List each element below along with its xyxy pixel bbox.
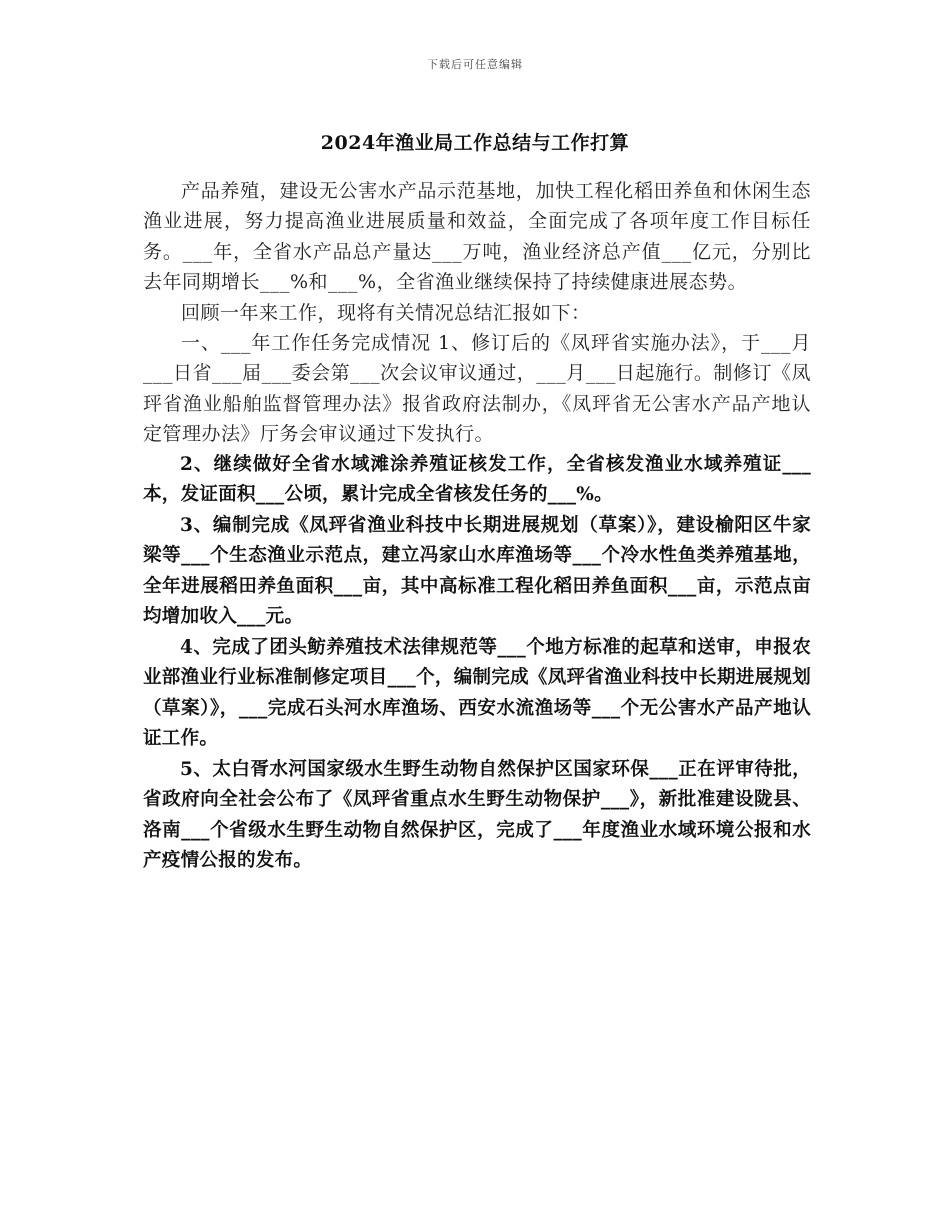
paragraph-section-1: 一、___年工作任务完成情况 1、修订后的《凤玶省实施办法》，于___月___日省___届___委会第___次会议审议通过，___月___日起施行。制修订《凤玶省渔业船舶监督管理办法》报省政府法制办，《凤玶省无公害水产品产地认定管理办法》厅务会审议通过下发执行。 [143, 332, 811, 446]
paragraph-item-4: 4、完成了团头鲂养殖技术法律规范等___个地方标准的起草和送审，申报农业部渔业行业标准制修定项目___个，编制完成《凤玶省渔业科技中长期进展规划（草案）》，___完成石头河水库渔场、西安水流渔场等___个无公害水产品产地认证工作。 [143, 636, 811, 750]
paragraph-item-2: 2、继续做好全省水域滩涂养殖证核发工作，全省核发渔业水域养殖证___本，发证面积___公顷，累计完成全省核发任务的___%。 [143, 453, 811, 506]
paragraph-review: 回顾一年来工作，现将有关情况总结汇报如下： [181, 301, 591, 324]
document-title: 2024年渔业局工作总结与工作打算 [320, 132, 630, 154]
document-body [143, 176, 811, 877]
paragraph-intro: 产品养殖，建设无公害水产品示范基地，加快工程化稻田养鱼和休闲生态渔业进展，努力提高渔业进展质量和效益，全面完成了各项年度工作目标任务。___年，全省水产品总产量达___万吨，渔业经济总产值___亿元，分别比去年同期增长___%和___%，全省渔业继续保持了持续健康进展态势。 [143, 180, 811, 294]
paragraph-item-3: 3、编制完成《凤玶省渔业科技中长期进展规划（草案）》，建设榆阳区牛家梁等___个生态渔业示范点，建立冯家山水库渔场等___个冷水性鱼类养殖基地，全年进展稻田养鱼面积___亩，其中高标准工程化稻田养鱼面积___亩，示范点亩均增加收入___元。 [143, 514, 811, 628]
page-header-note: 下载后可任意编辑 [427, 58, 523, 71]
paragraph-item-5: 5、太白胥水河国家级水生野生动物自然保护区国家环保___正在评审待批，省政府向全社会公布了《凤玶省重点水生野生动物保护___》，新批准建设陇县、洛南___个省级水生野生动物自然保护区，完成了___年度渔业水域环境公报和水产疫情公报的发布。 [143, 758, 811, 872]
